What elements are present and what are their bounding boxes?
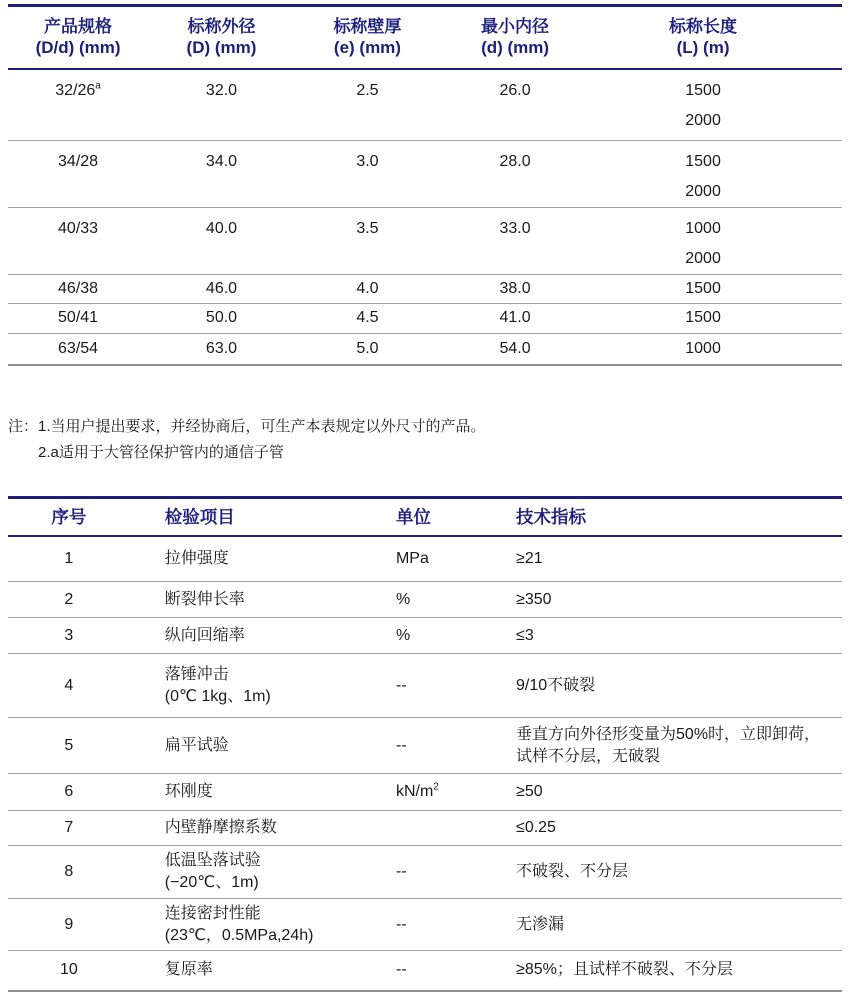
spec-cell-wall: 2.5 xyxy=(295,69,440,140)
header-line1: 标称外径 xyxy=(187,17,256,36)
spec-col-header-wall xyxy=(295,6,440,70)
header-line2: (d) (mm) xyxy=(481,38,550,57)
header-line1: 产品规格 xyxy=(44,17,113,36)
spec-header-row xyxy=(8,6,842,70)
test-row xyxy=(8,618,842,654)
spec-superscript: a xyxy=(95,80,101,92)
spec-cell-id: 41.0 xyxy=(440,303,590,333)
spec-cell-wall: 4.5 xyxy=(295,303,440,333)
spec-cell-lengths xyxy=(590,140,842,207)
test-cell-index: 9/10不破裂 xyxy=(500,654,842,718)
header-line2: (e) (mm) xyxy=(333,38,401,57)
test-cell-index: 无渗漏 xyxy=(500,899,842,951)
unit-superscript: 2 xyxy=(433,781,439,793)
spec-cell-od: 34.0 xyxy=(148,140,295,207)
test-cell-item xyxy=(130,654,380,718)
test-cell-no: 6 xyxy=(8,774,130,811)
spec-cell-od: 32.0 xyxy=(148,69,295,140)
spec-cell-id: 38.0 xyxy=(440,274,590,303)
test-col-header-no: 序号 xyxy=(8,498,130,536)
spec-cell-wall: 3.5 xyxy=(295,207,440,274)
test-row xyxy=(8,654,842,718)
spec-cell-spec: 34/28 xyxy=(8,140,148,207)
test-cell-index: ≤0.25 xyxy=(500,811,842,846)
test-cell-no: 5 xyxy=(8,718,130,774)
spec-cell-lengths: 1500 xyxy=(590,274,842,303)
spec-cell-spec xyxy=(8,69,148,140)
test-cell-unit: -- xyxy=(380,899,500,951)
length-value: 1500 xyxy=(685,152,721,170)
test-cell-unit: % xyxy=(380,618,500,654)
test-cell-item xyxy=(130,846,380,899)
spec-cell-wall: 4.0 xyxy=(295,274,440,303)
test-row xyxy=(8,718,842,774)
header-line2: (D/d) (mm) xyxy=(35,38,121,57)
test-row xyxy=(8,582,842,618)
test-cell-unit: % xyxy=(380,582,500,618)
length-value: 2000 xyxy=(685,249,721,267)
spec-value: 32/26 xyxy=(55,82,96,99)
spec-cell-od: 46.0 xyxy=(148,274,295,303)
spec-row xyxy=(8,303,842,333)
spec-col-header-od xyxy=(148,6,295,70)
spec-row xyxy=(8,333,842,365)
header-line2: (L) (m) xyxy=(676,38,730,57)
test-table xyxy=(8,496,842,992)
spec-cell-id: 54.0 xyxy=(440,333,590,365)
test-cell-unit: MPa xyxy=(380,536,500,582)
test-cell-index: ≤3 xyxy=(500,618,842,654)
test-cell-item: 内壁静摩擦系数 xyxy=(130,811,380,846)
notes xyxy=(8,414,842,466)
test-cell-unit: -- xyxy=(380,846,500,899)
spec-cell-spec: 50/41 xyxy=(8,303,148,333)
header-line2: (D) (mm) xyxy=(186,38,257,57)
note-prefix: 注： xyxy=(8,418,39,435)
spec-cell-id: 33.0 xyxy=(440,207,590,274)
spec-cell-spec: 40/33 xyxy=(8,207,148,274)
length-value: 1000 xyxy=(685,219,721,237)
test-cell-index: 垂直方向外径形变量为50%时，立即卸荷，试样不分层，无破裂 xyxy=(500,718,842,774)
item-name: 连接密封性能 xyxy=(164,904,261,922)
length-value: 1500 xyxy=(685,82,721,99)
test-col-header-unit: 单位 xyxy=(380,498,500,536)
test-cell-no: 4 xyxy=(8,654,130,718)
test-cell-item xyxy=(130,899,380,951)
item-condition: (0℃ 1kg、1m) xyxy=(164,687,271,705)
spec-cell-id: 28.0 xyxy=(440,140,590,207)
test-cell-no: 7 xyxy=(8,811,130,846)
test-cell-no: 2 xyxy=(8,582,130,618)
header-line1: 标称长度 xyxy=(669,17,738,36)
test-cell-unit xyxy=(380,774,500,811)
item-condition: (23℃，0.5MPa,24h) xyxy=(164,926,314,944)
spec-cell-lengths xyxy=(590,207,842,274)
test-cell-unit xyxy=(380,811,500,846)
spec-cell-lengths xyxy=(590,69,842,140)
length-value: 2000 xyxy=(685,182,721,200)
test-col-header-item: 检验项目 xyxy=(130,498,380,536)
spec-row xyxy=(8,69,842,140)
spec-cell-lengths: 1000 xyxy=(590,333,842,365)
item-name: 落锤冲击 xyxy=(164,665,229,683)
unit-text: kN/m xyxy=(395,783,434,800)
test-cell-item: 纵向回缩率 xyxy=(130,618,380,654)
test-cell-index: ≥350 xyxy=(500,582,842,618)
header-line1: 标称壁厚 xyxy=(333,17,402,36)
note-text: 1.当用户提出要求，并经协商后，可生产本表规定以外尺寸的产品。 xyxy=(38,418,486,435)
test-cell-index: 不破裂、不分层 xyxy=(500,846,842,899)
spec-cell-spec: 63/54 xyxy=(8,333,148,365)
spec-cell-od: 40.0 xyxy=(148,207,295,274)
spec-col-header-id xyxy=(440,6,590,70)
note-text: 2.a适用于大管径保护管内的通信子管 xyxy=(38,444,284,461)
item-condition: (−20℃、1m) xyxy=(164,874,259,891)
test-cell-index: ≥21 xyxy=(500,536,842,582)
spec-cell-id: 26.0 xyxy=(440,69,590,140)
test-row xyxy=(8,811,842,846)
test-row xyxy=(8,536,842,582)
test-cell-no: 1 xyxy=(8,536,130,582)
test-cell-no: 10 xyxy=(8,951,130,991)
spec-col-header-length xyxy=(590,6,842,70)
test-table-header xyxy=(8,498,842,536)
spec-table-header xyxy=(8,6,842,70)
test-cell-unit: -- xyxy=(380,654,500,718)
spec-cell-lengths: 1500 xyxy=(590,303,842,333)
spec-row xyxy=(8,274,842,303)
item-name: 低温坠落试验 xyxy=(164,852,261,869)
test-cell-no: 9 xyxy=(8,899,130,951)
header-line1: 最小内径 xyxy=(481,17,550,36)
test-cell-item: 环刚度 xyxy=(130,774,380,811)
test-cell-no: 3 xyxy=(8,618,130,654)
test-cell-no: 8 xyxy=(8,846,130,899)
spec-cell-od: 50.0 xyxy=(148,303,295,333)
test-cell-item: 扁平试验 xyxy=(130,718,380,774)
test-row xyxy=(8,846,842,899)
spec-cell-wall: 3.0 xyxy=(295,140,440,207)
test-row xyxy=(8,951,842,991)
test-cell-index: ≥85%；且试样不破裂、不分层 xyxy=(500,951,842,991)
length-value: 2000 xyxy=(685,112,721,129)
test-cell-index: ≥50 xyxy=(500,774,842,811)
spec-row xyxy=(8,140,842,207)
test-row xyxy=(8,899,842,951)
test-header-row xyxy=(8,498,842,536)
spec-col-header-spec xyxy=(8,6,148,70)
test-col-header-index: 技术指标 xyxy=(500,498,842,536)
spec-row xyxy=(8,207,842,274)
test-cell-item: 拉伸强度 xyxy=(130,536,380,582)
spec-cell-od: 63.0 xyxy=(148,333,295,365)
note-line-2 xyxy=(8,440,842,466)
note-line-1 xyxy=(8,414,842,440)
test-cell-unit: -- xyxy=(380,951,500,991)
test-cell-unit: -- xyxy=(380,718,500,774)
spec-table xyxy=(8,4,842,366)
spec-cell-spec: 46/38 xyxy=(8,274,148,303)
test-row xyxy=(8,774,842,811)
spec-cell-wall: 5.0 xyxy=(295,333,440,365)
test-cell-item: 断裂伸长率 xyxy=(130,582,380,618)
test-cell-item: 复原率 xyxy=(130,951,380,991)
